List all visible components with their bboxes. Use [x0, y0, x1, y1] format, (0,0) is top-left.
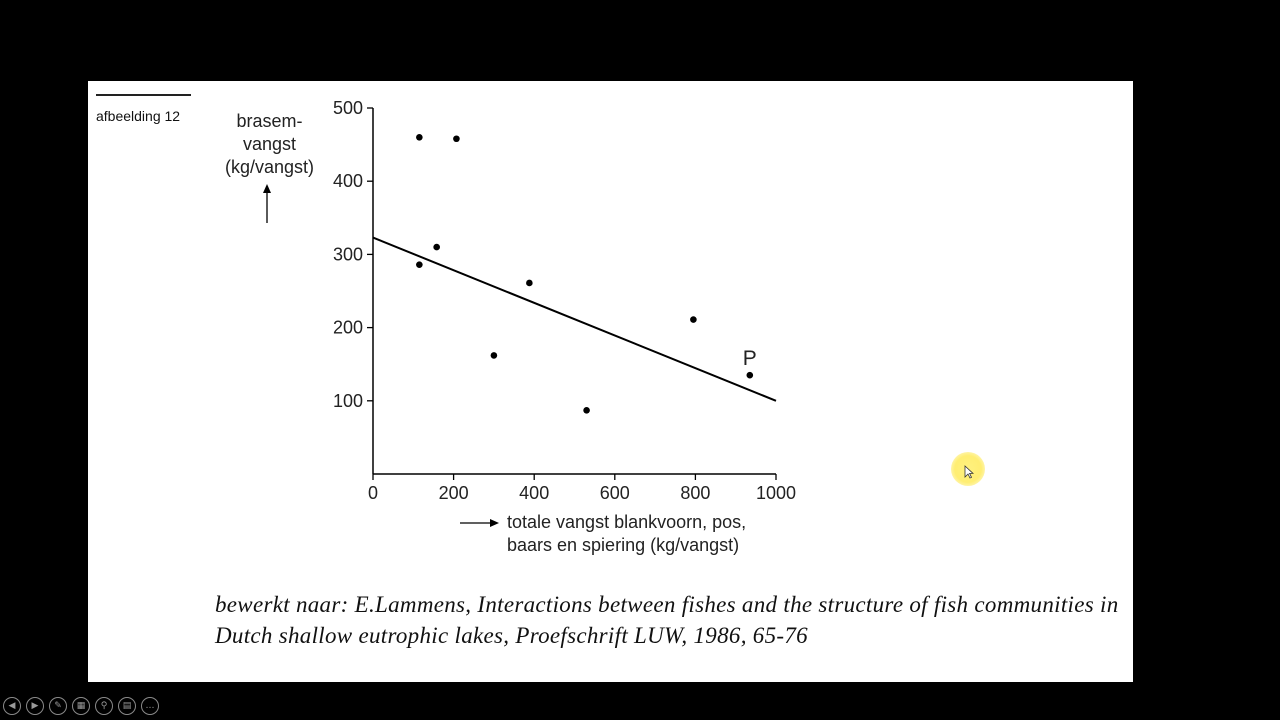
mouse-pointer-icon [964, 465, 974, 479]
data-point [583, 407, 590, 414]
x-tick-label: 0 [367, 483, 379, 503]
y-tick-label: 300 [332, 244, 363, 265]
y-tick-label: 500 [332, 98, 363, 118]
zoom-button[interactable]: ⚲ [95, 697, 113, 715]
slideshow-toolbar [3, 697, 159, 717]
more-options-button[interactable]: … [141, 697, 159, 715]
subtitles-button[interactable]: ▤ [118, 697, 136, 715]
data-point [690, 316, 697, 323]
data-point-label: P [742, 347, 757, 371]
x-axis-label-line: totale vangst blankvoorn, pos, [507, 512, 747, 532]
y-axis-label-line: vangst [242, 134, 297, 154]
y-axis-label-line: (kg/vangst) [224, 157, 315, 177]
y-tick-label: 400 [332, 171, 363, 192]
previous-slide-button[interactable]: ◀ [3, 697, 21, 715]
pen-tool-button[interactable]: ✎ [49, 697, 67, 715]
x-tick-label: 1000 [755, 483, 797, 503]
next-slide-button[interactable]: ▶ [26, 697, 44, 715]
data-point [416, 261, 423, 268]
data-point [491, 352, 498, 359]
y-axis-label-line: brasem- [236, 111, 303, 131]
x-axis-label-line: baars en spiering (kg/vangst) [507, 535, 740, 555]
trend-line [373, 238, 776, 401]
y-axis-arrow-head [263, 184, 271, 193]
x-tick-label: 600 [599, 483, 630, 503]
figure-label: afbeelding 12 [96, 108, 181, 124]
y-tick-label: 100 [332, 390, 363, 411]
see-all-slides-button[interactable]: ▦ [72, 697, 90, 715]
data-point [747, 372, 754, 379]
slide [88, 81, 1133, 682]
x-tick-label: 200 [438, 483, 469, 503]
data-point [453, 135, 460, 142]
x-axis-arrow-head [490, 519, 499, 527]
y-tick-label: 200 [332, 317, 363, 338]
x-tick-label: 400 [519, 483, 550, 503]
data-point [526, 280, 533, 287]
x-axis-label [507, 511, 746, 557]
data-point [416, 134, 423, 141]
x-tick-label: 800 [680, 483, 711, 503]
y-axis-label [212, 110, 327, 179]
source-citation: bewerkt naar: E.Lammens, Interactions between fishes and the structure of fish communities in Dutch shallow eutrophic lakes, Proefschrift LUW, 1986, 65-76 [215, 592, 1119, 648]
data-point [433, 244, 440, 251]
